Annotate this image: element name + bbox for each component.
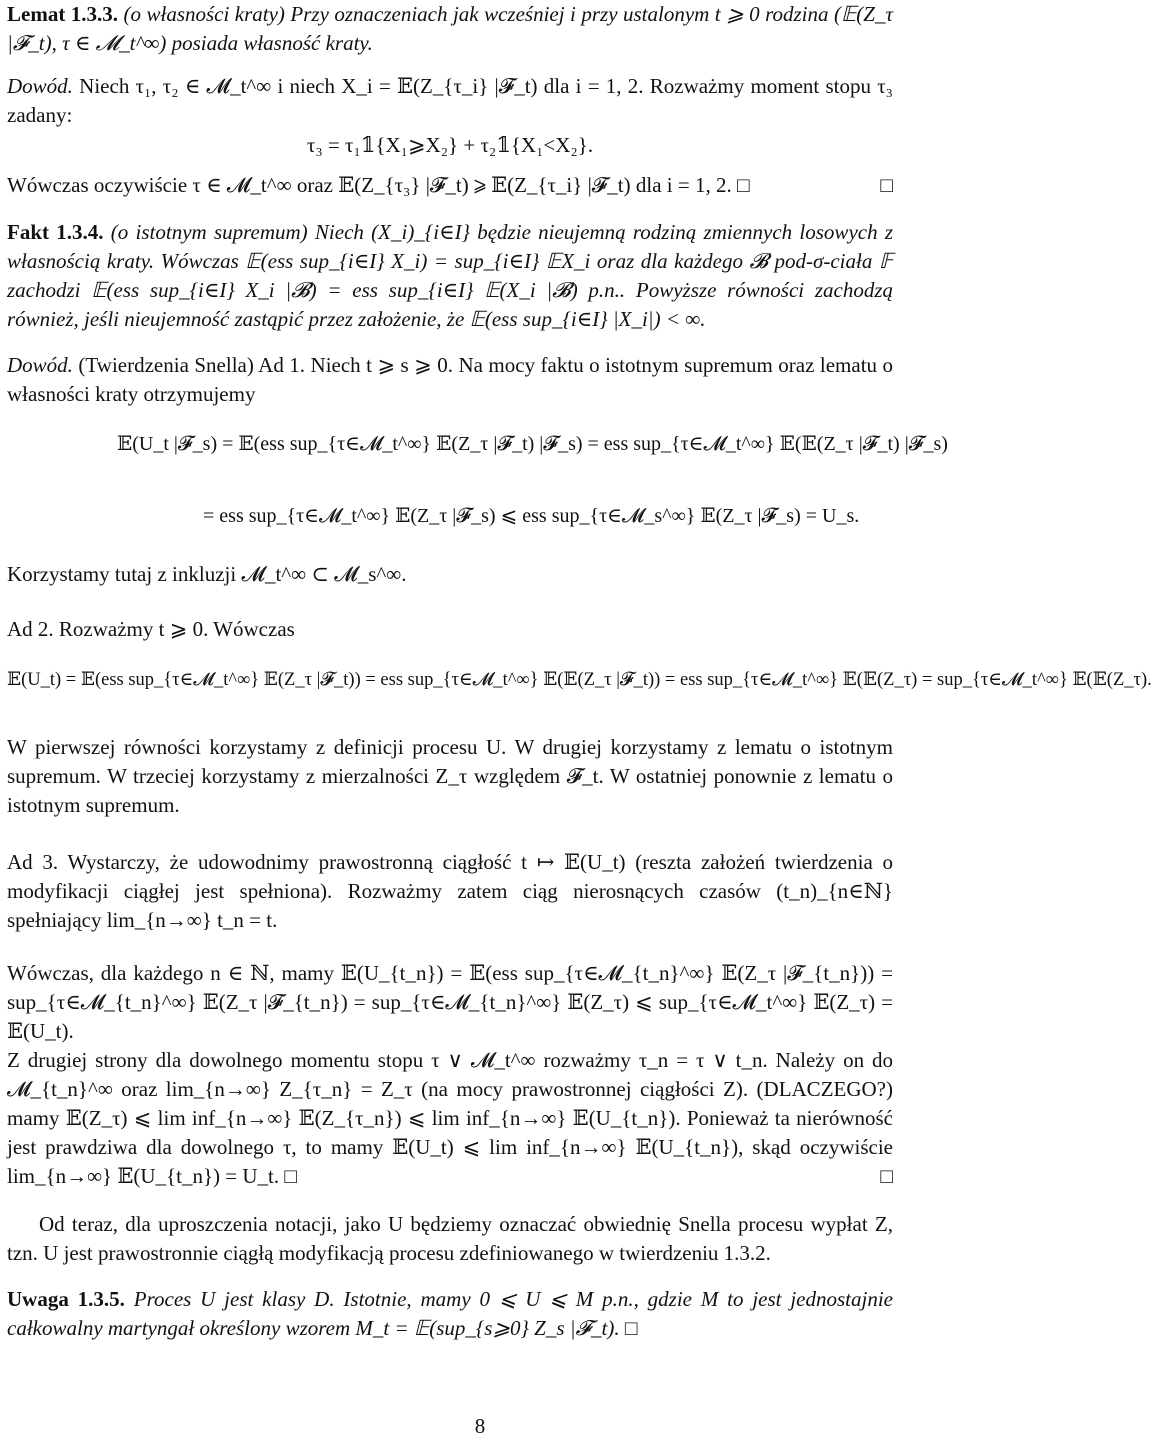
proof2-eq2: = ess sup_{τ∈𝓜_t^∞} 𝔼(Z_τ |𝓕_s) ⩽ ess sup_{τ∈𝓜_s^∞} 𝔼(Z_τ |𝓕_s) = U_s.: [203, 505, 860, 527]
proof2-para3: Wówczas, dla każdego n ∈ ℕ, mamy 𝔼(U_{t_n}) = 𝔼(ess sup_{τ∈𝓜_{t_n}^∞} 𝔼(Z_τ |𝓕_{t_n})) = sup_{τ∈𝓜_{t_n}^∞} 𝔼(Z_τ |𝓕_{t_n}) = sup_{τ∈𝓜_{t_n}^∞} 𝔼(Z_τ) ⩽ sup_{τ∈𝓜_t^∞} 𝔼(Z_τ) = 𝔼(U_t).: [7, 961, 893, 1043]
proof1-after: Wówczas oczywiście τ ∈ 𝓜_t^∞ oraz 𝔼(Z_{τ₃} |𝓕_t) ⩾ 𝔼(Z_{τ_i} |𝓕_t) dla i = 1, 2. □: [7, 173, 750, 197]
proof2-inclusion: Korzystamy tutaj z inkluzji 𝓜_t^∞ ⊂ 𝓜_s^∞.: [7, 562, 407, 586]
notation-paragraph: Od teraz, dla uproszczenia notacji, jako U będziemy oznaczać obwiednię Snella procesu wypłat Z, tzn. U jest prawostronnie ciągłą modyfikacją procesu zdefiniowanego w twierdzeniu 1.3.2.: [7, 1212, 893, 1265]
proof1-block: [7, 72, 893, 130]
proof1-label: Dowód.: [7, 74, 73, 98]
proof2-ad3: Ad 3. Wystarczy, że udowodnimy prawostronną ciągłość t ↦ 𝔼(U_t) (reszta założeń twierdzenia o modyfikacji ciągłej jest spełniona). Rozważmy zatem ciąg nierosnących czasów (t_n)_{n∈ℕ} spełniający lim_{n→∞} t_n = t.: [7, 850, 893, 932]
lemma-block: [7, 0, 893, 58]
remark-text: Proces U jest klasy D. Istotnie, mamy 0 ⩽ U ⩽ M p.n., gdzie M to jest jednostajnie całkowalny martyngał określony wzorem M_t = 𝔼(sup_{s⩾0} Z_s |𝓕_t). □: [7, 1287, 893, 1340]
proof2-eq1: 𝔼(U_t |𝓕_s) = 𝔼(ess sup_{τ∈𝓜_t^∞} 𝔼(Z_τ |𝓕_t) |𝓕_s) = ess sup_{τ∈𝓜_t^∞} 𝔼(𝔼(Z_τ |𝓕_t) |𝓕_s): [117, 433, 948, 455]
proof2-para4: Z drugiej strony dla dowolnego momentu stopu τ ∨ 𝓜_t^∞ rozważmy τ_n = τ ∨ t_n. Należy on do 𝓜_{t_n}^∞ oraz lim_{n→∞} Z_{τ_n} = Z_τ (na mocy prawostronnej ciągłości Z). (DLACZEGO?) mamy 𝔼(Z_τ) ⩽ lim inf_{n→∞} 𝔼(Z_{τ_n}) ⩽ lim inf_{n→∞} 𝔼(U_{t_n}). Ponieważ ta nierówność jest prawdziwa dla dowolnego τ, to mamy 𝔼(U_t) ⩽ lim inf_{n→∞} 𝔼(U_{t_n}), skąd oczywiście lim_{n→∞} 𝔼(U_{t_n}) = U_t. □: [7, 1048, 893, 1188]
proof2-label: Dowód.: [7, 353, 73, 377]
fact-text: (o istotnym supremum) Niech (X_i)_{i∈I} będzie nieujemną rodziną zmiennych losowych z własnością kraty. Wówczas 𝔼(ess sup_{i∈I} X_i) = sup_{i∈I} 𝔼X_i oraz dla każdego 𝓑 pod-σ-ciała 𝔽 zachodzi 𝔼(ess sup_{i∈I} X_i |𝓑) = ess sup_{i∈I} 𝔼(X_i |𝓑) p.n.. Powyższe równości zachodzą również, jeśli nieujemność zastąpić przez założenie, że 𝔼(ess sup_{i∈I} |X_i|) < ∞.: [7, 220, 894, 331]
proof2-qed: □: [880, 1164, 893, 1188]
proof1-display: τ₃ = τ₁𝟙{X₁⩾X₂} + τ₂𝟙{X₁<X₂}.: [306, 133, 594, 157]
proof2-para4-block: [7, 1046, 893, 1191]
proof2-para2: W pierwszej równości korzystamy z definicji procesu U. W drugiej korzystamy z lematu o istotnym supremum. W trzeciej korzystamy z mierzalności Z_τ względem 𝓕_t. W ostatniej ponownie z lematu o istotnym supremum.: [7, 735, 893, 817]
remark-block: [7, 1285, 893, 1343]
fact-block: [7, 218, 893, 334]
proof1-text: Niech τ₁, τ₂ ∈ 𝓜_t^∞ i niech X_i = 𝔼(Z_{τ_i} |𝓕_t) dla i = 1, 2. Rozważmy moment stopu τ₃ zadany:: [7, 74, 893, 127]
lemma-label: Lemat 1.3.3.: [7, 2, 119, 26]
remark-label: Uwaga 1.3.5.: [7, 1287, 125, 1311]
proof2-text: (Twierdzenia Snella) Ad 1. Niech t ⩾ s ⩾ 0. Na mocy faktu o istotnym supremum oraz lematu o własności kraty otrzymujemy: [7, 353, 894, 406]
fact-label: Fakt 1.3.4.: [7, 220, 104, 244]
proof1-after-block: [7, 171, 893, 200]
proof1-qed: □: [880, 173, 893, 197]
proof2-eq3: 𝔼(U_t) = 𝔼(ess sup_{τ∈𝓜_t^∞} 𝔼(Z_τ |𝓕_t)) = ess sup_{τ∈𝓜_t^∞} 𝔼(𝔼(Z_τ |𝓕_t)) = ess sup_{τ∈𝓜_t^∞} 𝔼(𝔼(Z_τ) = sup_{τ∈𝓜_t^∞} 𝔼(𝔼(Z_τ).: [7, 670, 1152, 690]
lemma-text: (o własności kraty) Przy oznaczeniach jak wcześniej i przy ustalonym t ⩾ 0 rodzina (𝔼(Z_τ |𝓕_t), τ ∈ 𝓜_t^∞) posiada własność kraty.: [7, 2, 893, 55]
page-number: 8: [474, 1414, 486, 1438]
proof2-block: [7, 351, 893, 409]
proof2-ad2: Ad 2. Rozważmy t ⩾ 0. Wówczas: [7, 617, 295, 641]
